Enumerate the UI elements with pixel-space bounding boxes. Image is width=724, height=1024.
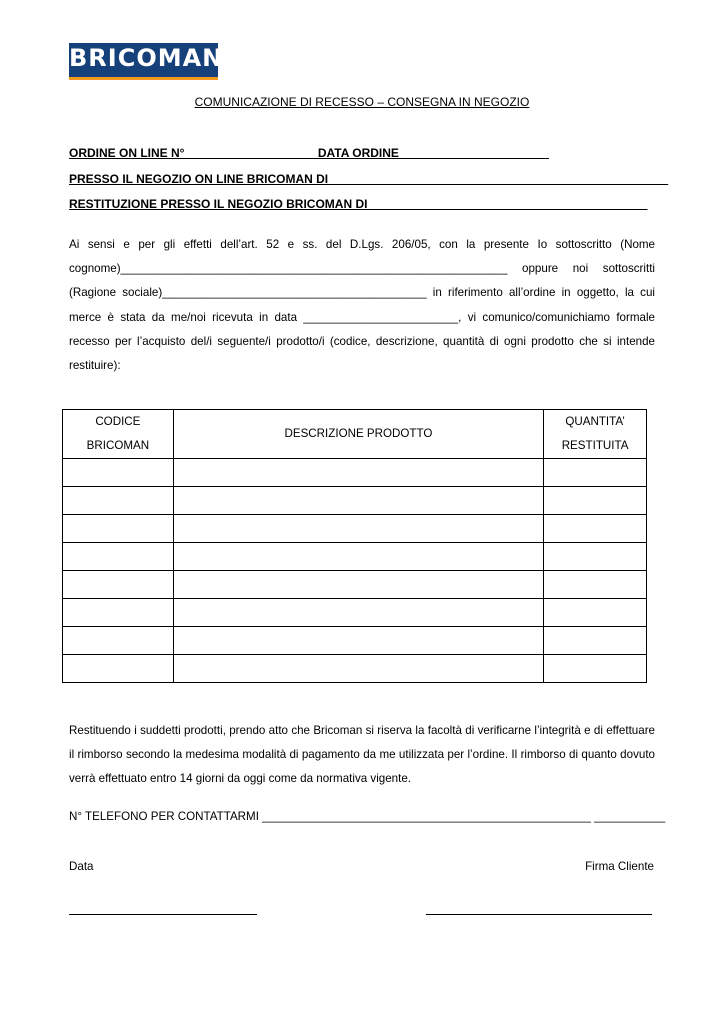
signature-line[interactable]	[426, 914, 652, 915]
table-row	[63, 627, 647, 655]
cell-codice[interactable]	[63, 487, 174, 515]
cell-codice[interactable]	[63, 627, 174, 655]
cell-descrizione[interactable]	[173, 571, 543, 599]
table-row	[63, 487, 647, 515]
return-store-field[interactable]: RESTITUZIONE PRESSO IL NEGOZIO BRICOMAN DI	[69, 197, 648, 211]
cell-codice[interactable]	[63, 515, 174, 543]
cell-codice[interactable]	[63, 543, 174, 571]
cell-quantita[interactable]	[544, 627, 647, 655]
logo-text: BRICOMAN	[69, 44, 224, 72]
header-descrizione: DESCRIZIONE PRODOTTO	[173, 410, 543, 459]
cell-codice[interactable]	[63, 599, 174, 627]
signature-label: Firma Cliente	[585, 860, 654, 873]
cell-quantita[interactable]	[544, 543, 647, 571]
cell-descrizione[interactable]	[173, 459, 543, 487]
table-row	[63, 571, 647, 599]
table-row	[63, 655, 647, 683]
cell-codice[interactable]	[63, 571, 174, 599]
cell-descrizione[interactable]	[173, 543, 543, 571]
closing-paragraph: Restituendo i suddetti prodotti, prendo atto che Bricoman si riserva la facoltà di verificarne l’integrità e di effettuare il rimborso secondo la medesima modalità di pagamento da me utilizzata per l’ordine. Il rimborso di quanto dovuto verrà effettuato entro 14 giorni da oggi come da normativa vigente.	[69, 724, 655, 786]
cell-quantita[interactable]	[544, 487, 647, 515]
intro-paragraph: Ai sensi e per gli effetti dell’art. 52 e ss. del D.Lgs. 206/05, con la presente Io sottoscritto (Nome cognome)____________________________________________________________ oppure noi sottoscritti (Ragione sociale)_________________________________________ in riferimento all’ordine in oggetto, la cui merce è stata da me/noi ricevuta in data ________________________, vi comunico/comunichiamo formale recesso per l’acquisto del/i seguente/i prodotto/i (codice, descrizione, quantità di ogni prodotto che si intende restituire):	[69, 238, 655, 373]
cell-quantita[interactable]	[544, 655, 647, 683]
document-title: COMUNICAZIONE DI RECESSO – CONSEGNA IN NEGOZIO	[194, 95, 530, 109]
cell-quantita[interactable]	[544, 459, 647, 487]
header-codice: CODICE BRICOMAN	[63, 410, 174, 459]
cell-descrizione[interactable]	[173, 487, 543, 515]
cell-codice[interactable]	[63, 459, 174, 487]
date-label: Data	[69, 860, 94, 873]
order-number-field[interactable]: ORDINE ON LINE N° DATA ORDINE	[69, 146, 549, 160]
bricoman-logo	[69, 43, 224, 80]
table-row	[63, 515, 647, 543]
cell-quantita[interactable]	[544, 571, 647, 599]
phone-field[interactable]: N° TELEFONO PER CONTATTARMI ___________________________________________________ ___________	[69, 810, 666, 823]
cell-descrizione[interactable]	[173, 515, 543, 543]
header-quantita: QUANTITA’ RESTITUITA	[544, 410, 647, 459]
cell-quantita[interactable]	[544, 599, 647, 627]
cell-descrizione[interactable]	[173, 627, 543, 655]
table-header-row	[63, 410, 647, 459]
cell-descrizione[interactable]	[173, 655, 543, 683]
table-row	[63, 543, 647, 571]
table-row	[63, 459, 647, 487]
cell-quantita[interactable]	[544, 515, 647, 543]
table-row	[63, 599, 647, 627]
cell-codice[interactable]	[63, 655, 174, 683]
cell-descrizione[interactable]	[173, 599, 543, 627]
date-line[interactable]	[69, 914, 257, 915]
products-table	[62, 409, 647, 683]
online-store-field[interactable]: PRESSO IL NEGOZIO ON LINE BRICOMAN DI	[69, 172, 669, 186]
